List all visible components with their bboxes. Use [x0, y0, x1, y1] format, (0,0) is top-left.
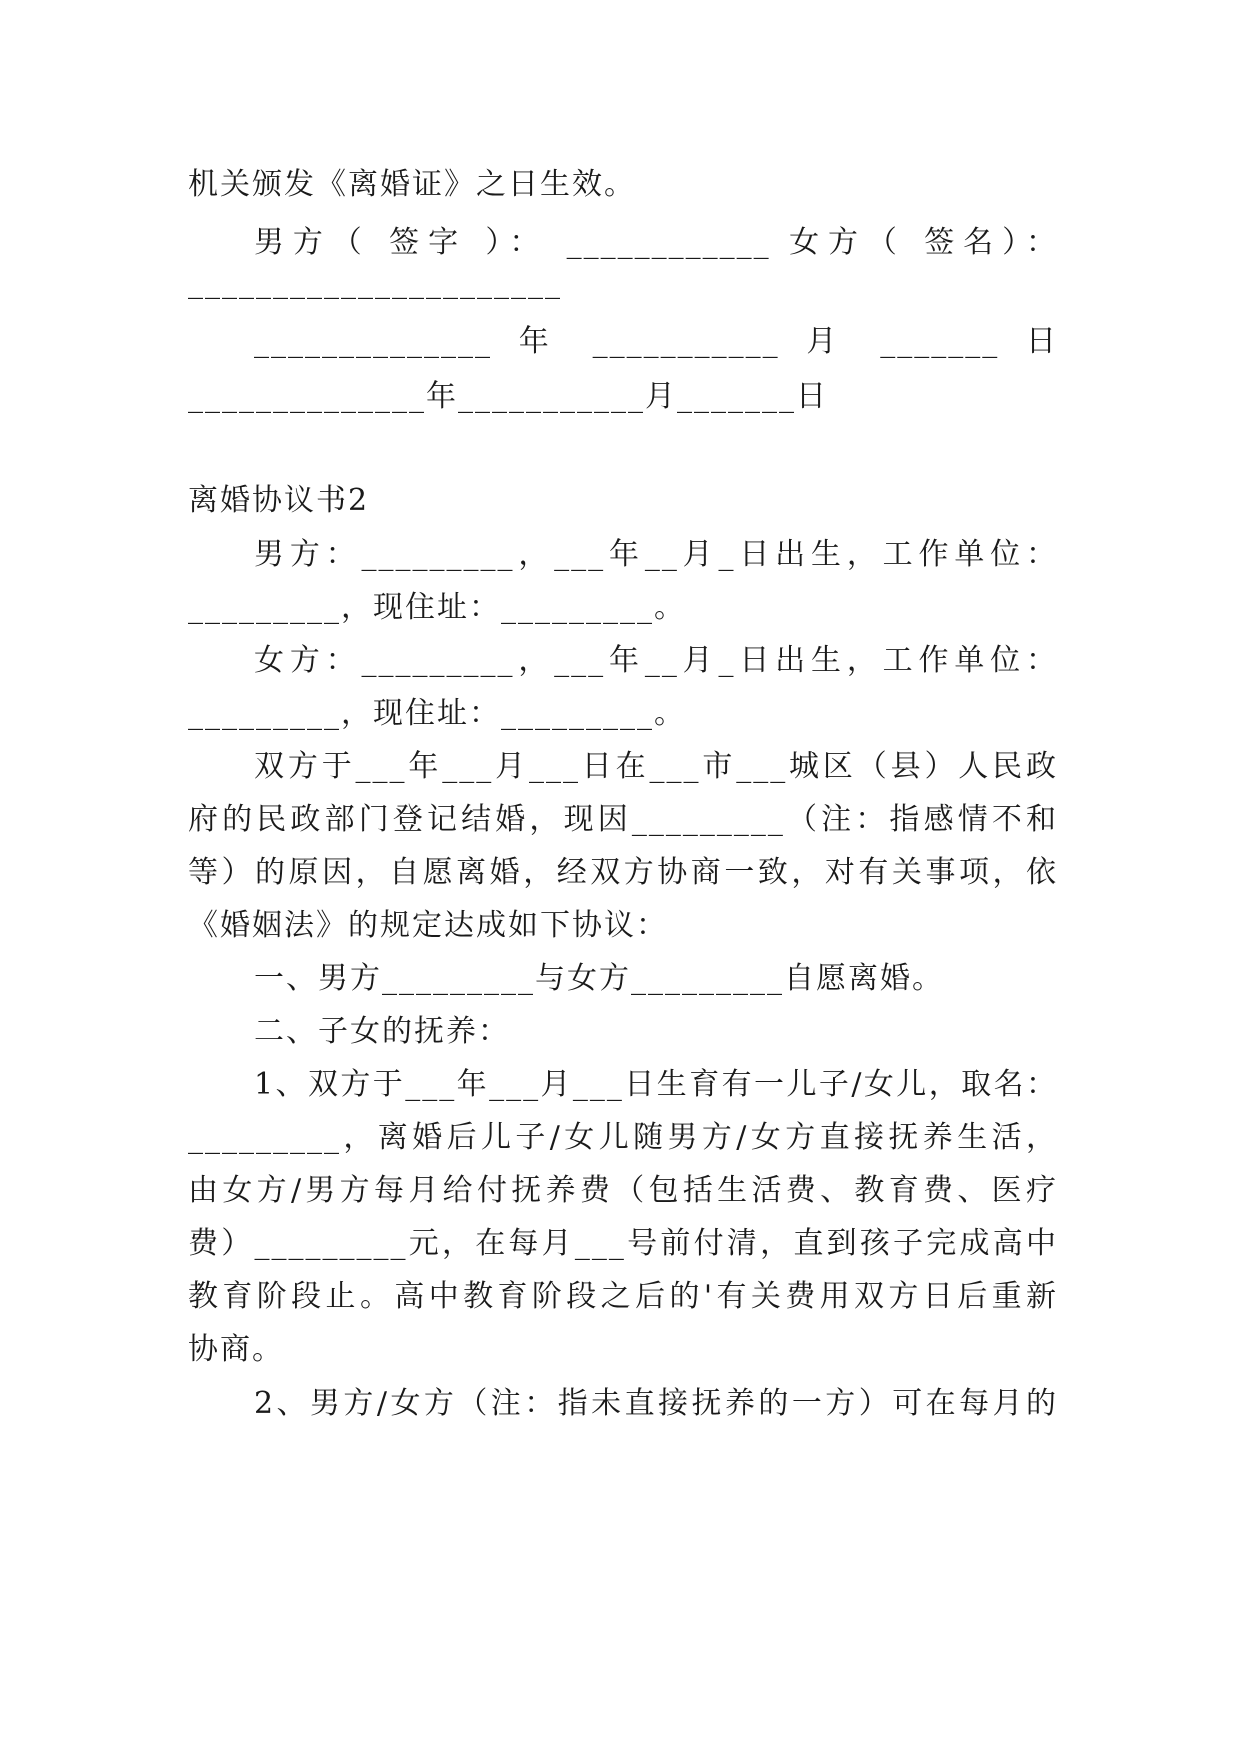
- text-line: 《婚姻法》的规定达成如下协议：: [188, 908, 668, 943]
- signature-blank-line: ______________________: [188, 265, 562, 300]
- text-line: 二、子女的抚养：: [254, 1014, 510, 1049]
- text-line: 府的民政部门登记结婚，现因_________（注：指感情不和: [188, 802, 1058, 837]
- text-line: 1、双方于___年___月___日生育有一儿子/女儿，取名：: [254, 1067, 1058, 1102]
- text-line: 费）_________元，在每月___号前付清，直到孩子完成高中: [188, 1226, 1058, 1261]
- text-line: _________，现住址：_________。: [188, 590, 686, 625]
- text-line: _________，离婚后儿子/女儿随男方/女方直接抚养生活，: [188, 1120, 1058, 1155]
- text-line: 男方：_________，___年__月_日出生，工作单位：: [254, 537, 1058, 572]
- text-line: 由女方/男方每月给付抚养费（包括生活费、教育费、医疗: [188, 1173, 1058, 1208]
- text-line: 协商。: [188, 1332, 284, 1367]
- text-line: _________，现住址：_________。: [188, 696, 686, 731]
- text-line: 等）的原因，自愿离婚，经双方协商一致，对有关事项，依: [188, 855, 1058, 890]
- text-line: 2、男方/女方（注：指未直接抚养的一方）可在每月的: [254, 1386, 1058, 1421]
- date-line: ______________年___________月_______日: [188, 379, 828, 414]
- text-line: 一、男方_________与女方_________自愿离婚。: [254, 961, 944, 996]
- text-line: 双方于___年___月___日在___市___城区（县）人民政: [254, 749, 1058, 784]
- text-line: 教育阶段止。高中教育阶段之后的'有关费用双方日后重新: [188, 1279, 1058, 1314]
- text-line: 女方：_________，___年__月_日出生，工作单位：: [254, 643, 1058, 678]
- text-line: 机关颁发《离婚证》之日生效。: [188, 167, 636, 202]
- signature-line: 男方（ 签字 ）： ____________ 女方（ 签名）：: [254, 225, 1058, 260]
- section-title: 离婚协议书2: [188, 483, 370, 518]
- date-line: ______________ 年 ___________ 月 _______ 日: [254, 324, 1058, 359]
